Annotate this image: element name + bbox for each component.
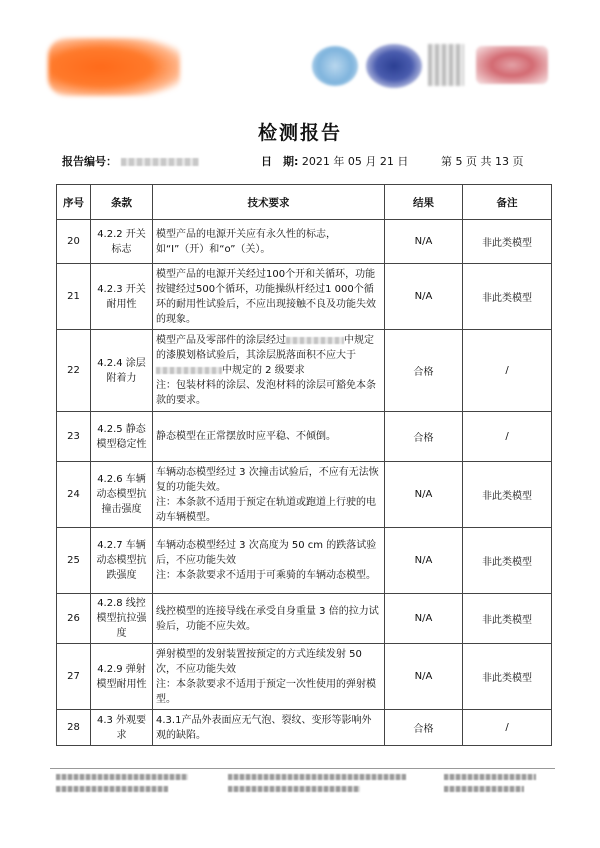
row-requirement — [153, 644, 385, 710]
ilac-logo — [476, 46, 548, 84]
redacted-footer-address — [56, 774, 188, 780]
table-row — [57, 710, 552, 746]
row-clause: 4.2.7 车辆动态模型抗跌强度 — [91, 528, 153, 594]
row-result: N/A — [385, 264, 463, 330]
row-requirement: 线控模型的连接导线在承受自身重量 3 倍的拉力试验后，功能不应失效。 — [153, 594, 385, 644]
footer-divider — [50, 768, 555, 769]
row-requirement: 模型产品的电源开关经过100个开和关循环，功能按键经过500个循环，功能操纵杆经过1 000个循环的耐用性试验后，不应出现接触不良及功能失效的现象。 — [153, 264, 385, 330]
row-result: 合格 — [385, 330, 463, 412]
row-note: 非此类模型 — [463, 462, 552, 528]
redacted-footer-contact — [444, 786, 524, 792]
row-result: N/A — [385, 528, 463, 594]
header-result: 结果 — [385, 185, 463, 220]
row-note: 非此类模型 — [463, 644, 552, 710]
row-clause: 4.2.3 开关耐用性 — [91, 264, 153, 330]
accreditation-logo — [312, 46, 358, 86]
table-header-row — [57, 185, 552, 220]
row-result: 合格 — [385, 412, 463, 462]
row-seq: 20 — [57, 220, 91, 264]
row-requirement — [153, 462, 385, 528]
report-date — [261, 153, 408, 169]
row-seq: 25 — [57, 528, 91, 594]
redacted-company-logo — [48, 38, 180, 96]
row-requirement — [153, 330, 385, 412]
row-result: N/A — [385, 594, 463, 644]
redacted-footer-phone — [56, 786, 168, 792]
redacted-footer-address — [228, 774, 406, 780]
req-note: 注：包装材料的涂层、发泡材料的涂层可豁免本条款的要求。 — [156, 380, 376, 406]
row-clause: 4.2.6 车辆动态模型抗撞击强度 — [91, 462, 153, 528]
req-text-part: 弹射模型的发射装置按预定的方式连续发射 50 次，不应功能失效 — [156, 648, 362, 675]
redacted-footer-contact — [444, 774, 536, 780]
row-note: / — [463, 710, 552, 746]
page-indicator: 第 5 页 共 13 页 — [441, 155, 524, 168]
header-note: 备注 — [463, 185, 552, 220]
row-seq: 22 — [57, 330, 91, 412]
redacted-standard-ref — [156, 367, 222, 374]
table-row — [57, 528, 552, 594]
req-text-part: 车辆动态模型经过 3 次高度为 50 cm 的跌落试验后，不应功能失效 — [156, 540, 377, 566]
row-seq: 21 — [57, 264, 91, 330]
row-result: N/A — [385, 644, 463, 710]
redacted-footer-phone — [228, 786, 360, 792]
row-seq: 26 — [57, 594, 91, 644]
req-note: 注：本条款要求不适用于预定一次性使用的弹射模型。 — [156, 678, 376, 705]
table-row — [57, 220, 552, 264]
row-note: 非此类模型 — [463, 264, 552, 330]
redacted-report-number — [121, 158, 199, 166]
table-row — [57, 462, 552, 528]
qr-code-icon — [428, 44, 464, 86]
table-row — [57, 264, 552, 330]
req-note: 注：本条款不适用于预定在轨道或跑道上行驶的电动车辆模型。 — [156, 496, 376, 523]
req-text-part: 车辆动态模型经过 3 次撞击试验后，不应有无法恢复的功能失效。 — [156, 466, 379, 493]
date-value: 2021 年 05 月 21 日 — [301, 155, 409, 168]
row-requirement: 模型产品的电源开关应有永久性的标志，如“Ⅰ”（开）和“o”（关）。 — [153, 220, 385, 264]
row-clause: 4.2.9 弹射模型耐用性 — [91, 644, 153, 710]
row-clause: 4.2.5 静态模型稳定性 — [91, 412, 153, 462]
req-text-part: 模型产品及零部件的涂层经过 — [156, 335, 286, 346]
req-note: 注：本条款要求不适用于可乘骑的车辆动态模型。 — [156, 570, 376, 581]
row-note: 非此类模型 — [463, 528, 552, 594]
header-clause: 条款 — [91, 185, 153, 220]
row-note: / — [463, 330, 552, 412]
cma-logo — [366, 44, 422, 88]
report-number — [62, 153, 199, 169]
row-seq: 24 — [57, 462, 91, 528]
row-seq: 28 — [57, 710, 91, 746]
row-note: / — [463, 412, 552, 462]
row-note: 非此类模型 — [463, 594, 552, 644]
row-result: 合格 — [385, 710, 463, 746]
row-result: N/A — [385, 220, 463, 264]
req-text-part: 中规定的漆膜划格试验后，其涂层脱落面积不应大于 — [156, 335, 374, 361]
header-seq: 序号 — [57, 185, 91, 220]
row-seq: 23 — [57, 412, 91, 462]
table-row — [57, 594, 552, 644]
row-requirement — [153, 528, 385, 594]
row-clause: 4.2.4 涂层附着力 — [91, 330, 153, 412]
row-requirement: 静态模型在正常摆放时应平稳、不倾倒。 — [153, 412, 385, 462]
date-label: 日 期: — [261, 155, 299, 168]
table-row — [57, 330, 552, 412]
row-requirement: 4.3.1产品外表面应无气泡、裂纹、变形等影响外观的缺陷。 — [153, 710, 385, 746]
requirements-table — [56, 184, 552, 746]
row-result: N/A — [385, 462, 463, 528]
page-title: 检测报告 — [257, 122, 342, 144]
table-row — [57, 644, 552, 710]
row-clause: 4.2.2 开关标志 — [91, 220, 153, 264]
header-requirement: 技术要求 — [153, 185, 385, 220]
row-clause: 4.2.8 线控模型抗拉强度 — [91, 594, 153, 644]
report-number-label: 报告编号： — [62, 155, 117, 168]
req-text-part: 中规定的 2 级要求 — [222, 365, 305, 376]
row-clause: 4.3 外观要求 — [91, 710, 153, 746]
table-row — [57, 412, 552, 462]
redacted-standard-ref — [286, 337, 344, 344]
row-note: 非此类模型 — [463, 220, 552, 264]
row-seq: 27 — [57, 644, 91, 710]
